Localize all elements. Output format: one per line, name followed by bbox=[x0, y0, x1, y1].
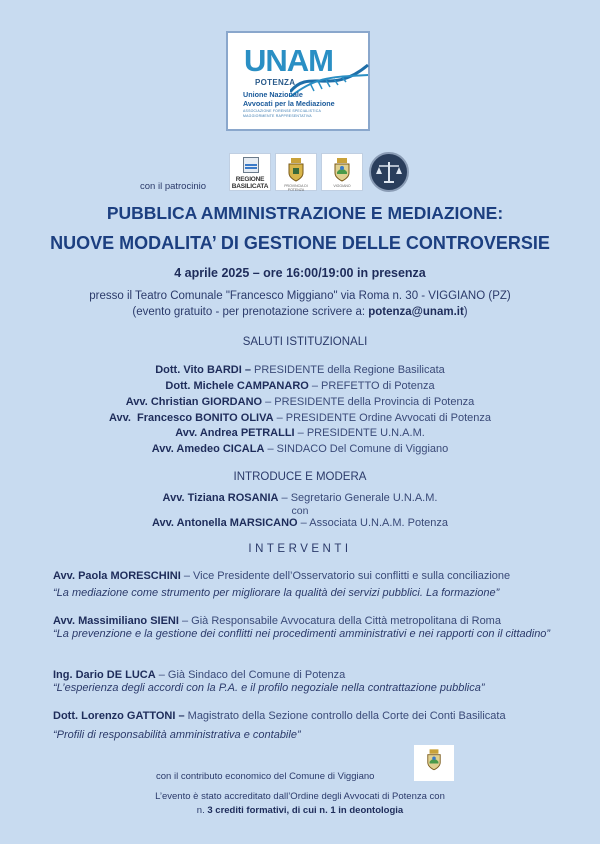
unam-logo bbox=[226, 31, 370, 131]
moderator-name: Avv. Antonella MARSICANO bbox=[151, 517, 298, 529]
regione-flag-icon bbox=[243, 157, 259, 173]
patronage-label: con il patrocinio bbox=[140, 181, 207, 192]
greetings-heading: SALUTI ISTITUZIONALI bbox=[242, 336, 368, 348]
speaker-name: Avv. Paola MORESCHINI bbox=[53, 570, 181, 582]
scales-of-justice-icon bbox=[371, 154, 407, 190]
event-date: 4 aprile 2025 – ore 16:00/19:00 in presenza bbox=[174, 266, 426, 280]
moderator-item bbox=[0, 492, 600, 504]
greeting-role: – SINDACO Del Comune di Viggiano bbox=[264, 443, 449, 455]
provincia-caption: PROVINCIA DI POTENZA bbox=[284, 184, 308, 192]
greeting-item bbox=[0, 364, 600, 376]
greeting-item bbox=[0, 427, 600, 439]
speaker-role: – Vice Presidente dell’Osservatorio sui conflitti e sulla conciliazione bbox=[180, 570, 511, 582]
unam-tagline-3: ASSOCIAZIONE FORENSE SPECIALISTICA bbox=[243, 109, 321, 113]
accreditation-credits: 3 crediti formativi, di cui n. 1 in deontologia bbox=[207, 805, 404, 816]
greeting-name: Dott. Michele CAMPANARO bbox=[165, 380, 309, 392]
accreditation-line-2 bbox=[0, 805, 600, 816]
greeting-item bbox=[0, 380, 600, 392]
viggiano-caption: VIGGIANO bbox=[333, 184, 351, 188]
title-line-2: NUOVE MODALITA’ DI GESTIONE DELLE CONTROVERSIE bbox=[50, 233, 550, 253]
talk-item bbox=[53, 570, 563, 600]
greeting-item bbox=[0, 443, 600, 455]
event-booking bbox=[0, 306, 600, 318]
speaker-role: Magistrato della Sezione controllo della Corte dei Conti Basilicata bbox=[184, 710, 506, 722]
moderator-item bbox=[0, 517, 600, 529]
greeting-name: Avv. Christian GIORDANO bbox=[125, 396, 263, 408]
moderator-role: – Associata U.N.A.M. Potenza bbox=[297, 517, 449, 529]
greeting-role: – PRESIDENTE U.N.A.M. bbox=[294, 427, 425, 439]
greeting-item bbox=[0, 396, 600, 408]
greeting-item bbox=[0, 412, 600, 424]
unam-tagline-1: Unione Nazionale bbox=[243, 90, 303, 99]
talk-title: “Profili di responsabilità amministrativa e contabile” bbox=[53, 729, 301, 741]
sponsor-viggiano-logo bbox=[414, 745, 454, 781]
provincia-potenza-logo bbox=[275, 153, 317, 191]
regione-text-1: REGIONE bbox=[235, 176, 265, 183]
unam-tagline-4: MAGGIORMENTE RAPPRESENTATIVA bbox=[243, 114, 312, 118]
event-venue: presso il Teatro Comunale "Francesco Miggiano" via Roma n. 30 - VIGGIANO (PZ) bbox=[89, 290, 511, 302]
talk-item bbox=[53, 710, 563, 742]
accreditation-prefix: n. bbox=[196, 805, 208, 816]
contribution-note: con il contributo economico del Comune di Viggiano bbox=[156, 771, 375, 782]
booking-email-link[interactable]: potenza@unam.it bbox=[368, 306, 464, 318]
provincia-crest-icon bbox=[287, 158, 305, 182]
greeting-role: – PRESIDENTE della Provincia di Potenza bbox=[262, 396, 475, 408]
talk-title: “L’esperienza degli accordi con la P.A. e il profilo negoziale nella contrattazione pubblica” bbox=[53, 682, 485, 694]
speaker-name: Dott. Lorenzo GATTONI – bbox=[53, 710, 185, 722]
talk-title: “La prevenzione e la gestione dei conflitti nei procedimenti amministrativi e nei rapporti con il cittadino” bbox=[53, 628, 551, 640]
talk-item bbox=[53, 669, 563, 695]
moderator-name: Avv. Tiziana ROSANIA bbox=[162, 492, 279, 504]
greeting-name: Dott. Vito BARDI – bbox=[155, 364, 251, 376]
moderation-heading: INTRODUCE E MODERA bbox=[233, 471, 367, 483]
speaker-role: – Già Sindaco del Comune di Potenza bbox=[155, 669, 346, 681]
greeting-name: Avv. Amedeo CICALA bbox=[151, 443, 265, 455]
ordine-avvocati-logo bbox=[369, 152, 409, 192]
greeting-name: Avv. Francesco BONITO OLIVA bbox=[108, 412, 274, 424]
greeting-role: PRESIDENTE della Regione Basilicata bbox=[250, 364, 445, 376]
speaker-name: Ing. Dario DE LUCA bbox=[53, 669, 156, 681]
comune-viggiano-logo bbox=[321, 153, 363, 191]
moderation-connector: con bbox=[291, 505, 309, 517]
unam-tagline-2: Avvocati per la Mediazione bbox=[243, 99, 335, 108]
title-line-1: PUBBLICA AMMINISTRAZIONE E MEDIAZIONE: bbox=[106, 203, 504, 223]
greeting-name: Avv. Andrea PETRALLI bbox=[175, 427, 295, 439]
speaker-name: Avv. Massimiliano SIENI bbox=[53, 615, 179, 627]
unam-city: POTENZA bbox=[255, 78, 296, 87]
speaker-role: – Già Responsabile Avvocatura della Città metropolitana di Roma bbox=[178, 615, 501, 627]
greeting-role: – PRESIDENTE Ordine Avvocati di Potenza bbox=[273, 412, 492, 424]
booking-prefix: (evento gratuito - per prenotazione scrivere a: bbox=[132, 306, 369, 318]
regione-text-2: BASILICATA bbox=[231, 183, 269, 190]
viggiano-crest-icon bbox=[426, 749, 442, 771]
greeting-role: – PREFETTO di Potenza bbox=[308, 380, 435, 392]
talks-heading: INTERVENTI bbox=[248, 543, 352, 555]
viggiano-crest-icon bbox=[333, 158, 351, 182]
talk-title: “La mediazione come strumento per migliorare la qualità dei servizi pubblici. La formazione” bbox=[53, 587, 500, 599]
booking-suffix: ) bbox=[463, 306, 468, 318]
moderator-role: – Segretario Generale U.N.A.M. bbox=[278, 492, 438, 504]
talk-item bbox=[53, 615, 563, 641]
regione-basilicata-logo bbox=[229, 153, 271, 191]
unam-wordmark: UNAM bbox=[244, 43, 333, 78]
accreditation-line-1: L’evento è stato accreditato dall’Ordine degli Avvocati di Potenza con bbox=[155, 791, 445, 802]
